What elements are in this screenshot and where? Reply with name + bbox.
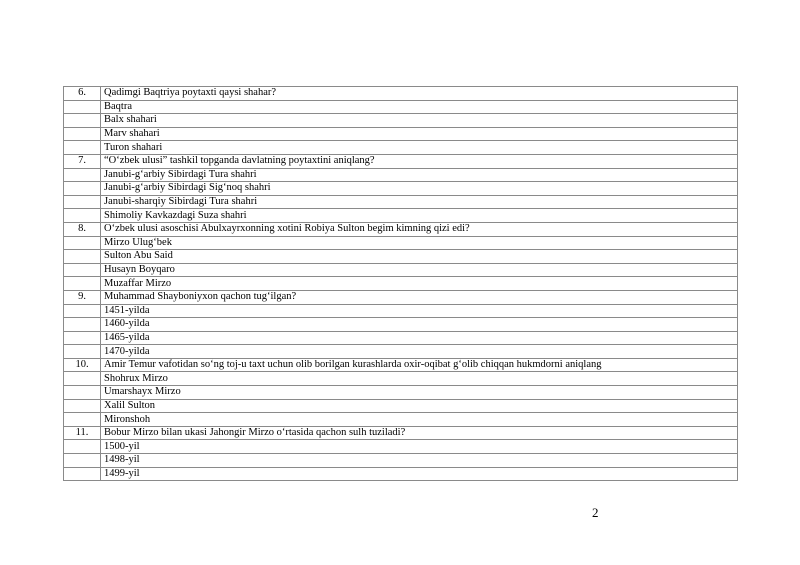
answer-row [64, 277, 738, 291]
answer-row [64, 386, 738, 400]
empty-cell [64, 345, 101, 359]
answer-row [64, 195, 738, 209]
answer-option: 1499-yil [101, 467, 738, 481]
empty-cell [64, 454, 101, 468]
question-row [64, 154, 738, 168]
empty-cell [64, 263, 101, 277]
answer-row [64, 467, 738, 481]
empty-cell [64, 467, 101, 481]
answer-option: Mirzo Ulug‘bek [101, 236, 738, 250]
answer-row [64, 331, 738, 345]
question-number: 6. [64, 87, 101, 101]
empty-cell [64, 168, 101, 182]
answer-option: Janubi-g‘arbiy Sibirdagi Sig‘noq shahri [101, 182, 738, 196]
answer-option: 1451-yilda [101, 304, 738, 318]
answer-row [64, 372, 738, 386]
answer-option: Baqtra [101, 100, 738, 114]
answer-row [64, 399, 738, 413]
answer-option: 1465-yilda [101, 331, 738, 345]
answer-row [64, 263, 738, 277]
question-row [64, 358, 738, 372]
empty-cell [64, 277, 101, 291]
answer-row [64, 182, 738, 196]
question-number: 9. [64, 290, 101, 304]
empty-cell [64, 318, 101, 332]
question-text: Amir Temur vafotidan so‘ng toj-u taxt uchun olib borilgan kurashlarda oxir-oqibat g‘olib chiqqan hukmdorni aniqlang [101, 358, 738, 372]
question-row [64, 426, 738, 440]
question-number: 7. [64, 154, 101, 168]
empty-cell [64, 413, 101, 427]
question-row [64, 87, 738, 101]
question-text: Muhammad Shayboniyxon qachon tug‘ilgan? [101, 290, 738, 304]
empty-cell [64, 209, 101, 223]
answer-option: Umarshayx Mirzo [101, 386, 738, 400]
empty-cell [64, 250, 101, 264]
answer-option: Muzaffar Mirzo [101, 277, 738, 291]
empty-cell [64, 195, 101, 209]
empty-cell [64, 127, 101, 141]
answer-option: Sulton Abu Said [101, 250, 738, 264]
answer-row [64, 168, 738, 182]
empty-cell [64, 236, 101, 250]
empty-cell [64, 386, 101, 400]
answer-row [64, 304, 738, 318]
empty-cell [64, 399, 101, 413]
empty-cell [64, 304, 101, 318]
empty-cell [64, 141, 101, 155]
answer-option: Balx shahari [101, 114, 738, 128]
answer-option: 1460-yilda [101, 318, 738, 332]
quiz-table [63, 86, 738, 481]
question-text: “O‘zbek ulusi” tashkil topganda davlatning poytaxtini aniqlang? [101, 154, 738, 168]
answer-option: 1498-yil [101, 454, 738, 468]
answer-row [64, 318, 738, 332]
question-text: O‘zbek ulusi asoschisi Abulxayrxonning xotini Robiya Sulton begim kimning qizi edi? [101, 222, 738, 236]
question-text: Qadimgi Baqtriya poytaxti qaysi shahar? [101, 87, 738, 101]
answer-option: Marv shahari [101, 127, 738, 141]
question-number: 10. [64, 358, 101, 372]
answer-row [64, 454, 738, 468]
question-row [64, 222, 738, 236]
answer-option: Janubi-g‘arbiy Sibirdagi Tura shahri [101, 168, 738, 182]
page-number: 2 [592, 505, 599, 520]
answer-option: Shimoliy Kavkazdagi Suza shahri [101, 209, 738, 223]
question-text: Bobur Mirzo bilan ukasi Jahongir Mirzo o‘rtasida qachon sulh tuziladi? [101, 426, 738, 440]
answer-row [64, 345, 738, 359]
answer-row [64, 127, 738, 141]
empty-cell [64, 100, 101, 114]
empty-cell [64, 440, 101, 454]
answer-option: Xalil Sulton [101, 399, 738, 413]
empty-cell [64, 182, 101, 196]
answer-option: Shohrux Mirzo [101, 372, 738, 386]
empty-cell [64, 114, 101, 128]
empty-cell [64, 331, 101, 345]
answer-option: Janubi-sharqiy Sibirdagi Tura shahri [101, 195, 738, 209]
answer-row [64, 250, 738, 264]
answer-option: Husayn Boyqaro [101, 263, 738, 277]
answer-option: Mironshoh [101, 413, 738, 427]
answer-option: 1470-yilda [101, 345, 738, 359]
answer-row [64, 236, 738, 250]
answer-row [64, 100, 738, 114]
empty-cell [64, 372, 101, 386]
answer-row [64, 413, 738, 427]
answer-row [64, 114, 738, 128]
question-number: 11. [64, 426, 101, 440]
question-number: 8. [64, 222, 101, 236]
answer-option: Turon shahari [101, 141, 738, 155]
answer-row [64, 440, 738, 454]
answer-row [64, 141, 738, 155]
answer-row [64, 209, 738, 223]
question-row [64, 290, 738, 304]
answer-option: 1500-yil [101, 440, 738, 454]
